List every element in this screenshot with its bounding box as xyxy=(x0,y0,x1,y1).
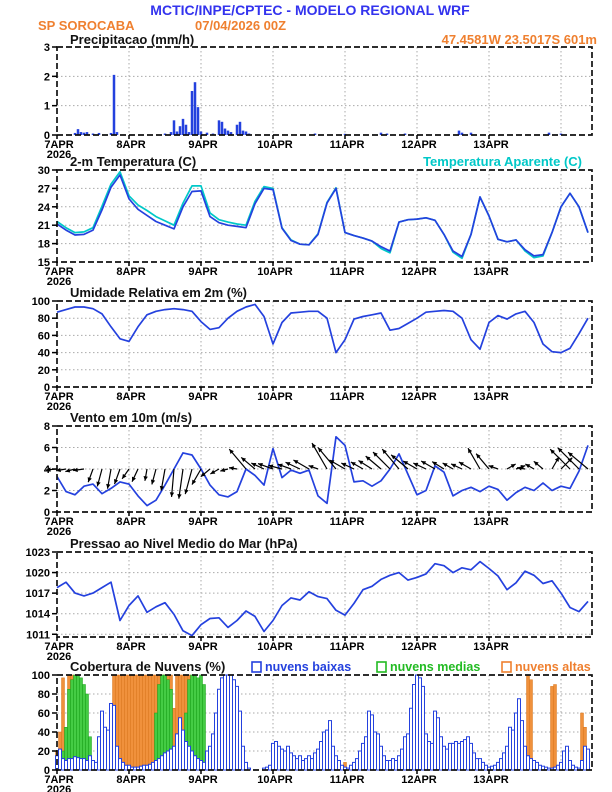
precip-bar xyxy=(113,75,116,135)
high-cloud-bar xyxy=(554,685,557,771)
x-tick-label: 11APR xyxy=(329,774,365,786)
x-tick-label: 10APR xyxy=(257,266,293,278)
x-tick-label: 11APR xyxy=(329,139,365,151)
high-cloud-bar xyxy=(131,675,134,770)
x-tick-label: 12APR xyxy=(401,391,437,403)
high-cloud-bar xyxy=(134,675,137,770)
x-tick-label: 13APR xyxy=(473,641,509,653)
x-tick-label: 12APR xyxy=(401,641,437,653)
page-title: MCTIC/INPE/CPTEC - MODELO REGIONAL WRF xyxy=(150,2,470,18)
mid-cloud-bar xyxy=(80,678,83,770)
x-tick-label: 7APR xyxy=(44,641,74,653)
panel-humidity xyxy=(32,296,592,413)
mid-cloud-bar xyxy=(68,689,71,770)
wind-vector-head-icon xyxy=(170,492,174,497)
legend-swatch-mid-clouds-icon xyxy=(377,662,386,672)
panel-clouds xyxy=(32,670,592,792)
x-tick-label: 11APR xyxy=(329,516,365,528)
x-tick-year-label: 2026 xyxy=(46,276,72,288)
y-tick-label: 4 xyxy=(43,464,50,476)
y-tick-label: 0 xyxy=(43,382,50,394)
panel-precipitation xyxy=(44,42,592,161)
x-tick-year-label: 2026 xyxy=(46,526,72,538)
x-tick-year-label: 2026 xyxy=(46,784,72,792)
x-tick-label: 9APR xyxy=(188,516,218,528)
y-tick-label: 24 xyxy=(37,201,50,214)
x-tick-year-label: 2026 xyxy=(46,651,72,663)
legend-swatch-low-clouds-icon xyxy=(252,662,261,672)
precip-bar xyxy=(173,120,176,135)
y-tick-label: 3 xyxy=(43,42,50,54)
x-tick-label: 13APR xyxy=(473,139,509,151)
x-tick-label: 7APR xyxy=(44,774,74,786)
plot-frame xyxy=(57,552,592,637)
y-tick-label: 21 xyxy=(37,220,50,233)
y-tick-label: 6 xyxy=(43,442,50,455)
high-cloud-bar xyxy=(122,675,125,770)
y-tick-label: 18 xyxy=(37,238,50,251)
x-tick-label: 8APR xyxy=(116,516,146,528)
x-tick-label: 9APR xyxy=(188,391,218,403)
plot-frame xyxy=(57,301,592,387)
y-tick-label: 1020 xyxy=(25,567,50,580)
wind-vector-head-icon xyxy=(122,474,126,479)
panel-title-wind: Vento em 10m (m/s) xyxy=(70,410,193,425)
x-tick-label: 9APR xyxy=(188,774,218,786)
x-tick-label: 13APR xyxy=(473,391,509,403)
y-tick-label: 0 xyxy=(43,507,50,519)
y-tick-label: 1017 xyxy=(25,588,50,601)
x-tick-label: 11APR xyxy=(329,391,365,403)
y-tick-label: 80 xyxy=(37,689,50,701)
plot-frame xyxy=(57,170,592,262)
high-cloud-bar xyxy=(551,686,554,770)
panel-temperature xyxy=(38,165,592,288)
x-tick-label: 11APR xyxy=(329,641,365,653)
panel-title-apparent-temperature: Temperatura Aparente (C) xyxy=(423,154,582,169)
panel-pressure xyxy=(26,547,592,663)
y-tick-label: 40 xyxy=(37,347,50,360)
high-cloud-bar xyxy=(137,675,140,770)
y-tick-label: 60 xyxy=(37,330,50,343)
x-tick-label: 10APR xyxy=(257,139,293,151)
panel-title-humidity: Umidade Relativa em 2m (%) xyxy=(70,285,248,300)
panel-wind xyxy=(44,421,592,538)
x-tick-label: 8APR xyxy=(116,139,146,151)
precip-bar xyxy=(224,129,227,135)
x-tick-label: 12APR xyxy=(401,266,437,278)
y-tick-label: 2 xyxy=(43,71,50,84)
y-tick-label: 1 xyxy=(43,100,50,113)
x-tick-label: 12APR xyxy=(401,516,437,528)
series-line-temperature xyxy=(57,172,588,258)
low-cloud-bar xyxy=(587,749,590,770)
plot-frame xyxy=(57,47,592,135)
x-tick-label: 12APR xyxy=(401,774,437,786)
panel-title-precipitation: Precipitacao (mm/h) xyxy=(70,32,195,47)
panel-title-pressure: Pressao ao Nivel Medio do Mar (hPa) xyxy=(70,536,298,551)
y-tick-label: 15 xyxy=(37,257,50,269)
y-tick-label: 2 xyxy=(43,485,50,498)
mid-cloud-bar xyxy=(74,675,77,770)
precip-bar xyxy=(194,82,197,135)
x-tick-label: 9APR xyxy=(188,641,218,653)
high-cloud-bar xyxy=(125,675,128,770)
y-tick-label: 60 xyxy=(37,708,50,720)
x-tick-label: 8APR xyxy=(116,641,146,653)
high-cloud-bar xyxy=(128,675,131,770)
x-tick-label: 10APR xyxy=(257,516,293,528)
wind-vector-head-icon xyxy=(144,476,148,481)
x-tick-label: 13APR xyxy=(473,774,509,786)
x-tick-label: 7APR xyxy=(44,391,74,403)
panel-title-clouds: Cobertura de Nuvens (%) xyxy=(70,659,226,674)
y-tick-label: 100 xyxy=(31,670,50,682)
high-cloud-bar xyxy=(152,675,155,770)
y-tick-label: 27 xyxy=(37,183,50,196)
x-tick-label: 9APR xyxy=(188,266,218,278)
x-tick-label: 8APR xyxy=(116,774,146,786)
legend-label-high-clouds: nuvens altas xyxy=(515,660,591,674)
wind-vector-head-icon xyxy=(229,466,234,470)
y-tick-label: 20 xyxy=(37,364,50,377)
series-line-humidity xyxy=(57,304,588,352)
precip-bar xyxy=(191,91,194,135)
series-line-temperature xyxy=(57,175,588,257)
wind-vector xyxy=(179,469,183,499)
legend-label-low-clouds: nuvens baixas xyxy=(265,660,352,674)
x-tick-label: 7APR xyxy=(44,516,74,528)
x-tick-label: 8APR xyxy=(116,391,146,403)
x-tick-label: 12APR xyxy=(401,139,437,151)
precip-bar xyxy=(77,129,80,135)
precip-bar xyxy=(179,126,182,135)
precip-bar xyxy=(236,125,239,135)
precip-bar xyxy=(197,107,200,135)
x-tick-label: 13APR xyxy=(473,266,509,278)
y-tick-label: 0 xyxy=(43,130,50,142)
precip-bar xyxy=(221,122,224,135)
y-tick-label: 1023 xyxy=(25,547,50,559)
y-tick-label: 40 xyxy=(37,727,50,739)
y-tick-label: 30 xyxy=(37,165,50,177)
legend-label-mid-clouds: nuvens medias xyxy=(390,660,481,674)
precip-bar xyxy=(239,122,242,135)
x-tick-label: 10APR xyxy=(257,774,293,786)
high-cloud-bar xyxy=(143,675,146,770)
run-datetime: 07/04/2026 00Z xyxy=(195,18,287,33)
x-tick-label: 8APR xyxy=(116,266,146,278)
mid-cloud-bar xyxy=(200,675,203,770)
x-tick-year-label: 2026 xyxy=(46,149,72,161)
mid-cloud-bar xyxy=(83,685,86,771)
legend-swatch-high-clouds-icon xyxy=(502,662,511,672)
y-tick-label: 20 xyxy=(37,746,50,758)
y-tick-label: 8 xyxy=(43,421,50,433)
high-cloud-bar xyxy=(149,675,152,770)
panel-title-temperature: 2-m Temperatura (C) xyxy=(70,154,197,169)
precip-bar xyxy=(218,120,221,135)
x-tick-label: 10APR xyxy=(257,391,293,403)
y-tick-label: 100 xyxy=(31,296,50,308)
high-cloud-bar xyxy=(146,675,149,770)
y-tick-label: 1014 xyxy=(25,608,50,621)
station-name: SP SOROCABA xyxy=(38,18,135,33)
precip-bar xyxy=(182,119,185,135)
high-cloud-bar xyxy=(140,675,143,770)
y-tick-label: 80 xyxy=(37,313,50,326)
location-coords: 47.4581W 23.5017S 601m xyxy=(441,32,597,47)
x-tick-label: 13APR xyxy=(473,516,509,528)
mid-cloud-bar xyxy=(77,675,80,770)
precip-bar xyxy=(185,125,188,135)
y-tick-label: 1011 xyxy=(26,629,50,642)
y-tick-label: 0 xyxy=(43,765,50,777)
x-tick-label: 7APR xyxy=(44,266,74,278)
x-tick-year-label: 2026 xyxy=(46,401,72,413)
x-tick-label: 10APR xyxy=(257,641,293,653)
x-tick-label: 7APR xyxy=(44,139,74,151)
x-tick-label: 11APR xyxy=(329,266,365,278)
wind-vector-head-icon xyxy=(106,484,110,489)
x-tick-label: 9APR xyxy=(188,139,218,151)
